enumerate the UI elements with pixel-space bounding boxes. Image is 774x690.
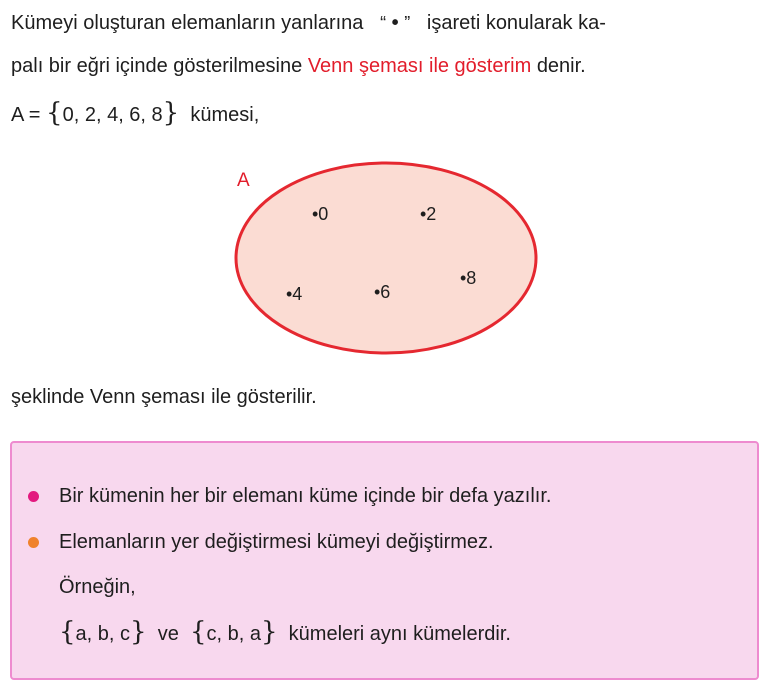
venn-diagram — [0, 160, 774, 370]
intro-text-cont: işareti konularak ka- — [426, 12, 606, 34]
example-label: Örneğin, — [59, 576, 136, 598]
intro-text-2-end: denir. — [536, 55, 586, 77]
venn-element-4: •4 — [286, 284, 303, 304]
venn-element-0: •0 — [312, 204, 329, 224]
note-item-2: Elemanların yer değiştirmesi kümeyi değiştirmez. — [59, 531, 494, 553]
example-sets — [59, 619, 511, 647]
intro-text-2: palı bir eğri içinde gösterilmesine — [11, 55, 303, 77]
open-brace: { — [59, 617, 76, 647]
close-brace: } — [162, 98, 180, 128]
note-item-1: Bir kümenin her bir elemanı küme içinde bir defa yazılır. — [59, 485, 552, 507]
intro-text: Kümeyi oluşturan elemanların yanlarına — [11, 12, 364, 34]
close-brace: } — [130, 617, 147, 647]
venn-element-8: •8 — [460, 268, 477, 288]
intro-line-2 — [11, 53, 586, 79]
venn-set-label: A — [237, 170, 250, 191]
intro-line-1 — [11, 10, 606, 36]
open-brace: { — [189, 617, 207, 647]
example-set-2: c, b, a — [206, 623, 261, 645]
set-elements: 0, 2, 4, 6, 8 — [62, 104, 163, 126]
close-quote: ” — [404, 13, 411, 33]
venn-element-2: •2 — [420, 204, 437, 224]
venn-ellipse — [236, 163, 536, 353]
set-name: A = — [11, 104, 41, 126]
example-suffix: kümeleri aynı kümelerdir. — [288, 623, 511, 645]
bullet-orange-icon — [28, 537, 39, 548]
venn-term-highlight: Venn şeması ile gösterim — [307, 55, 532, 77]
bullet-magenta-icon — [28, 491, 39, 502]
venn-element-6: •6 — [374, 282, 391, 302]
venn-caption: şeklinde Venn şeması ile gösterilir. — [11, 386, 317, 408]
set-definition — [11, 100, 259, 128]
open-quote: “ — [380, 13, 387, 33]
example-connector: ve — [157, 623, 179, 645]
info-box — [10, 441, 759, 680]
set-def-suffix: kümesi, — [190, 104, 260, 126]
open-brace: { — [46, 98, 63, 128]
close-brace: } — [260, 617, 278, 647]
dot-symbol: • — [391, 12, 399, 34]
example-set-1: a, b, c — [75, 623, 131, 645]
